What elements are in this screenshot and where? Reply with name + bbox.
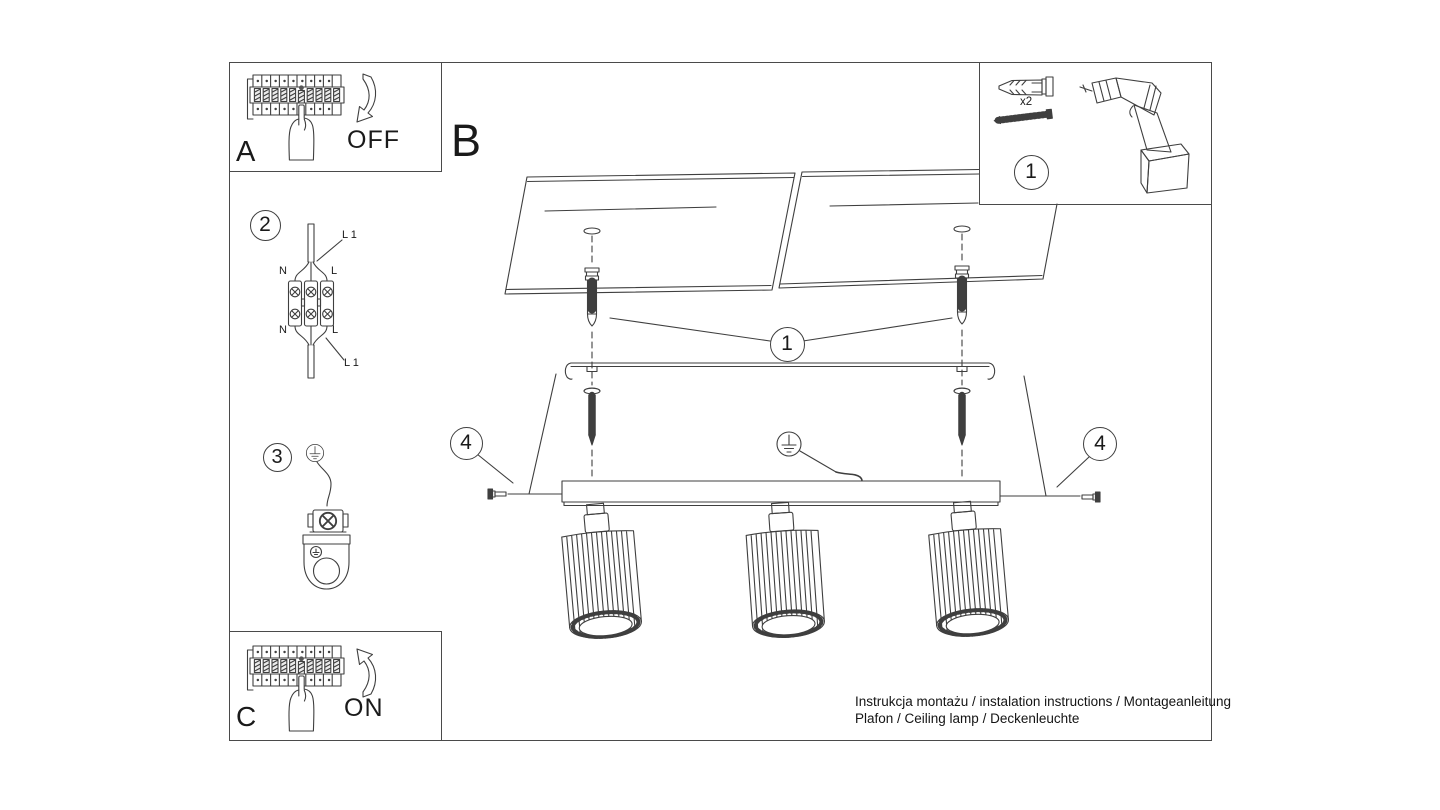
wire-label-l1-bottom: L 1 (344, 357, 359, 369)
callout-side-screw-left: 4 (450, 427, 483, 460)
callout-anchors: 1 (770, 327, 805, 362)
footer-line-2: Plafon / Ceiling lamp / Deckenleuchte (855, 710, 1080, 726)
section-c-label: C (236, 701, 257, 732)
wire-label-l1-top: L 1 (342, 229, 357, 241)
anchor-quantity-label: x2 (1020, 96, 1033, 108)
callout-side-screw-right: 4 (1083, 427, 1117, 461)
footer-line-1: Instrukcja montażu / instalation instructions / Montageanleitung (855, 694, 1231, 709)
footer-text (855, 694, 1231, 727)
wire-label-n-top: N (279, 265, 287, 277)
step-c-box (229, 631, 442, 741)
callout-wiring: 2 (250, 210, 281, 241)
section-b-label: B (451, 115, 482, 166)
on-label: ON (344, 694, 384, 722)
callout-ground: 3 (263, 443, 292, 472)
off-label: OFF (347, 126, 400, 154)
callout-tools: 1 (1014, 155, 1049, 190)
step-a-box (229, 62, 442, 172)
section-a-label: A (236, 136, 256, 168)
wire-label-l-bottom: L (332, 324, 339, 336)
wire-label-l-top: L (331, 265, 338, 277)
wire-label-n-bottom: N (279, 324, 287, 336)
tools-box (979, 62, 1212, 205)
